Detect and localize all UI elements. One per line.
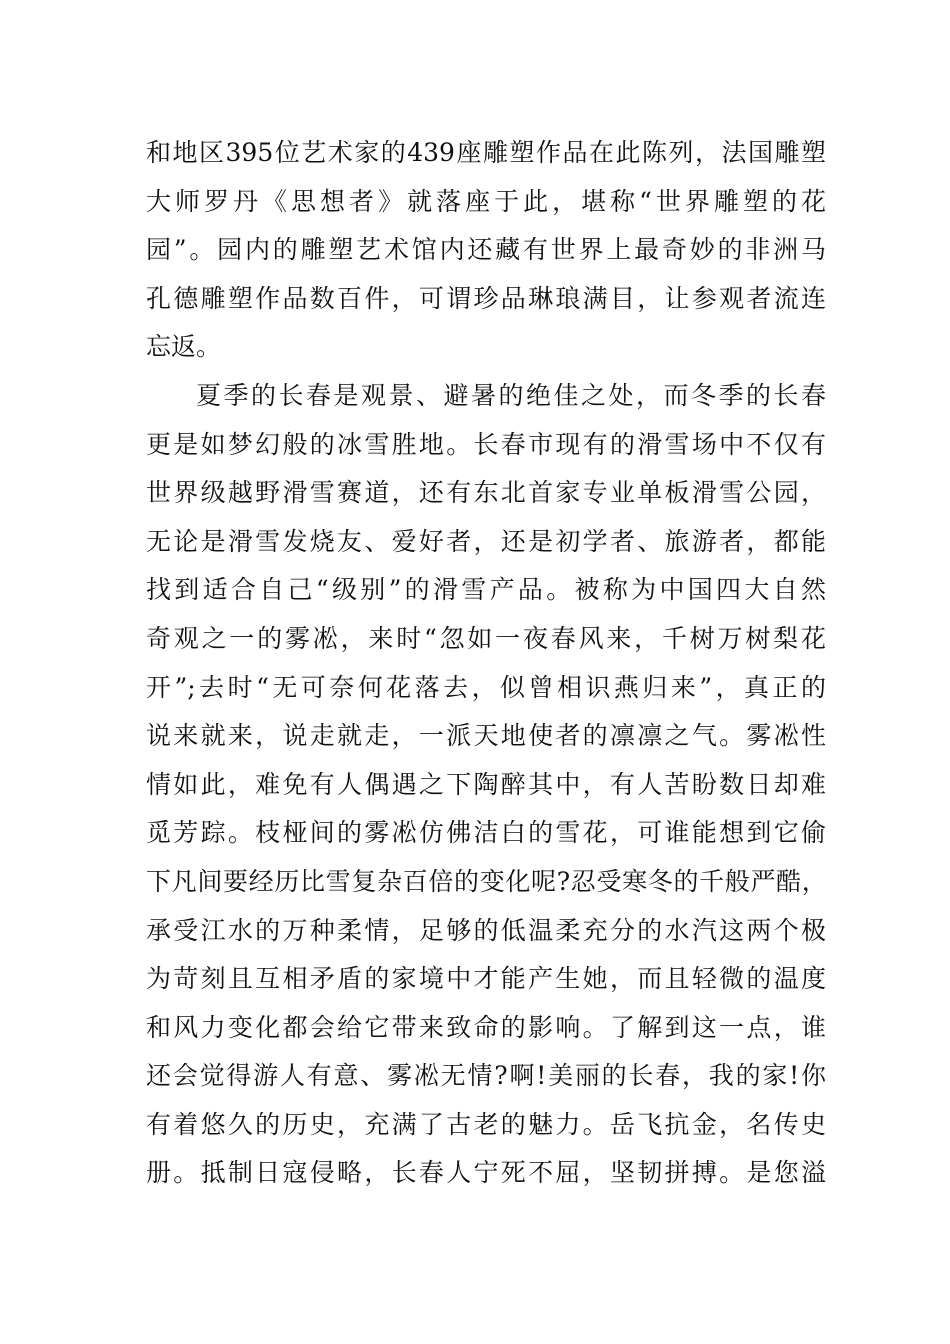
- text-line: 忘返。: [146, 332, 222, 362]
- text-line: 夏季的长春是观景、避暑的绝佳之处，而冬季的长春: [196, 380, 826, 410]
- text-line: 下凡间要经历比雪复杂百倍的变化呢?忍受寒冬的千般严酷，: [146, 866, 826, 896]
- text-line: 和风力变化都会给它带来致命的影响。了解到这一点，谁: [146, 1012, 826, 1042]
- text-line: 世界级越野滑雪赛道，还有东北首家专业单板滑雪公园，: [146, 478, 826, 508]
- text-line: 开”;去时“无可奈何花落去，似曾相识燕归来”，真正的: [146, 672, 826, 702]
- body-text: [146, 129, 826, 1198]
- text-line: 大师罗丹《思想者》就落座于此，堪称“世界雕塑的花: [146, 186, 826, 216]
- text-line: 和地区395位艺术家的439座雕塑作品在此陈列，法国雕塑: [146, 138, 826, 167]
- text-line: 觅芳踪。枝桠间的雾凇仿佛洁白的雪花，可谁能想到它偷: [146, 818, 826, 848]
- text-line: 有着悠久的历史，充满了古老的魅力。岳飞抗金，名传史: [146, 1109, 826, 1139]
- text-line: 找到适合自己“级别”的滑雪产品。被称为中国四大自然: [146, 575, 826, 605]
- text-line: 园”。园内的雕塑艺术馆内还藏有世界上最奇妙的非洲马: [146, 235, 826, 265]
- text-line: 册。抵制日寇侵略，长春人宁死不屈，坚韧拼搏。是您溢: [146, 1158, 826, 1188]
- text-line: 无论是滑雪发烧友、爱好者，还是初学者、旅游者，都能: [146, 526, 826, 556]
- paragraph-1: [146, 129, 826, 372]
- text-line: 奇观之一的雾凇，来时“忽如一夜春风来，千树万树梨花: [146, 623, 826, 653]
- text-line: 为苛刻且互相矛盾的家境中才能产生她，而且轻微的温度: [146, 964, 826, 994]
- paragraph-2: [146, 372, 826, 1198]
- text-line: 孔德雕塑作品数百件，可谓珍品琳琅满目，让参观者流连: [146, 283, 826, 313]
- text-line: 情如此，难免有人偶遇之下陶醉其中，有人苦盼数日却难: [146, 769, 826, 799]
- text-line: 说来就来，说走就走，一派天地使者的凛凛之气。雾凇性: [146, 721, 826, 751]
- text-line: 承受江水的万种柔情，足够的低温柔充分的水汽这两个极: [146, 915, 826, 945]
- text-line: 还会觉得游人有意、雾凇无情?啊!美丽的长春，我的家!你: [146, 1061, 826, 1091]
- text-line: 更是如梦幻般的冰雪胜地。长春市现有的滑雪场中不仅有: [146, 429, 826, 459]
